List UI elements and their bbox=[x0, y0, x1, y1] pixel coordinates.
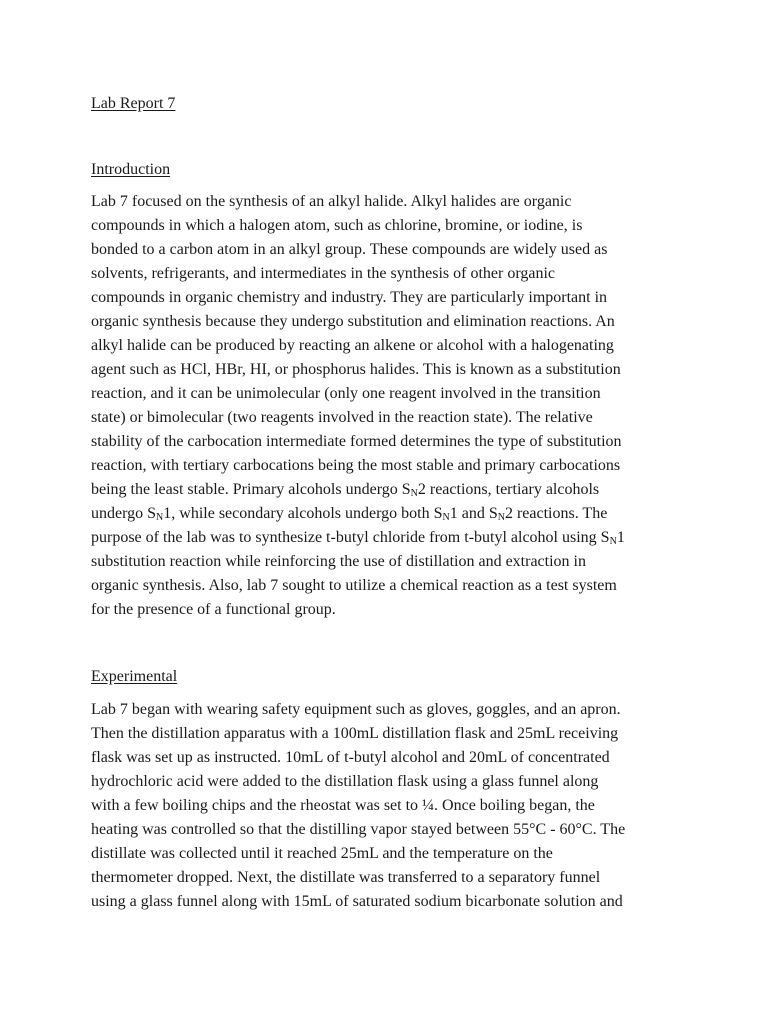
text-line: purpose of the lab was to synthesize t-butyl chloride from t-butyl alcohol using $S_N1$ bbox=[91, 529, 625, 547]
text-line: hydrochloric acid were added to the distillation flask using a glass funnel along bbox=[91, 773, 599, 790]
subscript-n: N bbox=[497, 512, 505, 523]
text-line: for the presence of a functional group. bbox=[91, 601, 336, 618]
text-line: Lab 7 began with wearing safety equipment such as gloves, goggles, and an apron. bbox=[91, 701, 621, 718]
introduction-heading: Introduction bbox=[91, 161, 171, 178]
text-line: compounds in organic chemistry and industry. They are particularly important in bbox=[91, 289, 608, 306]
text-line: with a few boiling chips and the rheostat was set to ¼. Once boiling began, the bbox=[91, 797, 595, 814]
text-line: distillate was collected until it reached 25mL and the temperature on the bbox=[91, 845, 553, 862]
text-line: solvents, refrigerants, and intermediates in the synthesis of other organic bbox=[91, 265, 556, 282]
text-line: organic synthesis. Also, lab 7 sought to utilize a chemical reaction as a test system bbox=[91, 577, 617, 594]
text-line: bonded to a carbon atom in an alkyl group. These compounds are widely used as bbox=[91, 241, 608, 258]
text-line: compounds in which a halogen atom, such as chlorine, bromine, or iodine, is bbox=[91, 217, 583, 234]
text-line: organic synthesis because they undergo substitution and elimination reactions. An bbox=[91, 313, 615, 330]
text-line: flask was set up as instructed. 10mL of t-butyl alcohol and 20mL of concentrated bbox=[91, 749, 610, 766]
text-line: stability of the carbocation intermediate formed determines the type of substitution bbox=[91, 433, 622, 450]
text-line: Lab 7 focused on the synthesis of an alkyl halide. Alkyl halides are organic bbox=[91, 193, 572, 210]
text-line: state) or bimolecular (two reagents involved in the reaction state). The relative bbox=[91, 409, 593, 426]
experimental-paragraph bbox=[91, 698, 681, 914]
text-line: reaction, with tertiary carbocations being the most stable and primary carbocations bbox=[91, 457, 621, 474]
text-line: reaction, and it can be unimolecular (only one reagent involved in the transition bbox=[91, 385, 601, 402]
text-line: alkyl halide can be produced by reacting an alkene or alcohol with a halogenating bbox=[91, 337, 614, 354]
subscript-n: N bbox=[156, 512, 164, 523]
text-line: using a glass funnel along with 15mL of saturated sodium bicarbonate solution and bbox=[91, 893, 623, 910]
report-title: Lab Report 7 bbox=[91, 95, 176, 112]
subscript-n: N bbox=[609, 536, 617, 547]
experimental-heading: Experimental bbox=[91, 668, 178, 685]
subscript-n: N bbox=[442, 512, 450, 523]
subscript-n: N bbox=[410, 488, 418, 499]
text-line: heating was controlled so that the distilling vapor stayed between 55°C - 60°C. The bbox=[91, 821, 626, 838]
text-line: Then the distillation apparatus with a 100mL distillation flask and 25mL receiving bbox=[91, 725, 619, 742]
text-line: thermometer dropped. Next, the distillate was transferred to a separatory funnel bbox=[91, 869, 601, 886]
text-line: being the least stable. Primary alcohols undergo $S_N2$ reactions, tertiary alcohols bbox=[91, 481, 600, 499]
text-line: undergo $S_N1$, while secondary alcohols undergo both $S_N1$ and $S_N2$ reactions. The bbox=[91, 505, 608, 523]
text-line: substitution reaction while reinforcing the use of distillation and extraction in bbox=[91, 553, 586, 570]
text-line: agent such as HCl, HBr, HI, or phosphorus halides. This is known as a substitution bbox=[91, 361, 621, 378]
introduction-paragraph bbox=[91, 190, 681, 622]
